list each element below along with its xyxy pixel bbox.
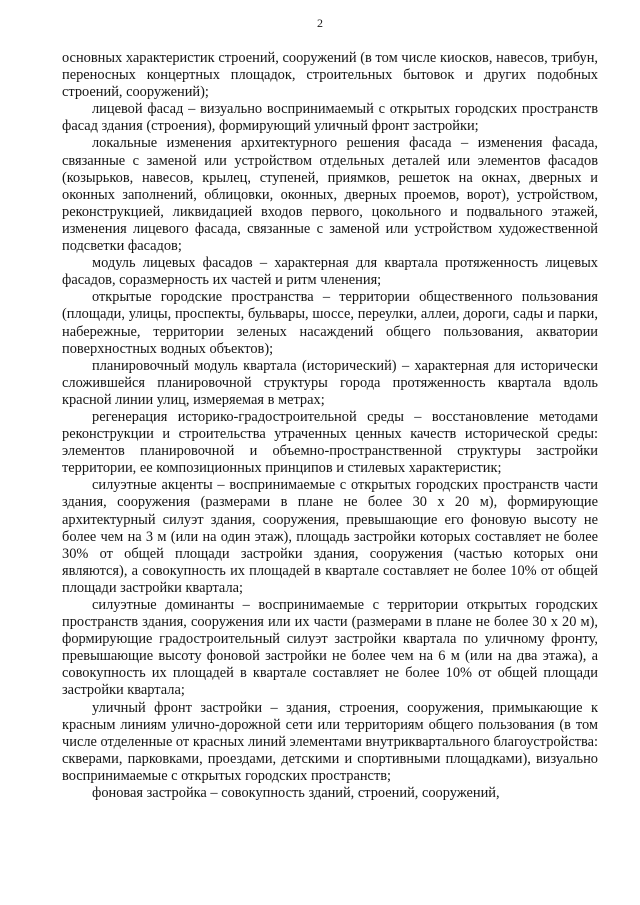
paragraph-continuation: основных характеристик строений, сооружений (в том числе киосков, навесов, трибун, переносных концертных площадок, строительных бытовок и других подобных строений, сооружений);: [62, 50, 598, 101]
document-body: [62, 50, 598, 802]
paragraph-regeneration-definition: регенерация историко-градостроительной среды – восстановление методами реконструкции и строительства утраченных ценных качеств исторической среды: элементов планировочной и объемно-пространственной структуры застройки территории, ее композиционных принципов и стилевых характеристик;: [62, 408, 598, 477]
paragraph-facade-module-definition: модуль лицевых фасадов – характерная для квартала протяженность лицевых фасадов, соразмерность их частей и ритм членения;: [62, 255, 598, 289]
paragraph-facade-definition: лицевой фасад – визуально воспринимаемый с открытых городских пространств фасад здания (строения), формирующий уличный фронт застройки;: [62, 101, 598, 135]
paragraph-street-front-definition: уличный фронт застройки – здания, строения, сооружения, примыкающие к красным линиям улично-дорожной сети или территориям общего пользования (в том числе отделенные от красных линий элементами внутриквартального благоустройства: скверами, парковками, проездами, детскими и спортивными площадками), визуально воспринимаемые с открытых городских пространств;: [62, 699, 598, 784]
paragraph-silhouette-accents-definition: силуэтные акценты – воспринимаемые с открытых городских пространств части здания, сооружения (размерами в плане не более 30 х 20 м), формирующие архитектурный силуэт здания, сооружения, превышающие его фоновую высоту не более чем на 3 м (или на один этаж), площадь застройки которых составляет не более 30% от общей площади застройки здания, сооружения (частью которых они являются), а совокупность их площадей в квартале составляет не более 10% от общей площади застройки квартала;: [62, 477, 598, 596]
paragraph-open-spaces-definition: открытые городские пространства – территории общественного пользования (площади, улицы, проспекты, бульвары, шоссе, переулки, аллеи, дороги, сады и парки, набережные, территории зеленых насаждений общего пользования, акватории поверхностных водных объектов);: [62, 289, 598, 357]
paragraph-background-buildings-definition: фоновая застройка – совокупность зданий, строений, сооружений,: [92, 785, 500, 802]
page-number: 2: [317, 16, 323, 30]
paragraph-silhouette-dominants-definition: силуэтные доминанты – воспринимаемые с территории открытых городских пространств здания, сооружения или их части (размерами в плане не более 30 х 20 м), формирующие градостроительный силуэт застройки квартала по уличному фронту, превышающие высоту фоновой застройки не более чем на 6 м (или на два этажа), а совокупность их площадей в квартале составляет не более 10% от общей площади застройки квартала;: [62, 597, 598, 699]
paragraph-planning-module-definition: планировочный модуль квартала (исторический) – характерная для исторически сложившейся планировочной структуры города протяженность квартала вдоль красной линии улиц, измеряемая в метрах;: [62, 357, 598, 408]
paragraph-local-changes-definition: локальные изменения архитектурного решения фасада – изменения фасада, связанные с заменой или устройством отдельных деталей или элементов фасадов (козырьков, навесов, крылец, ступеней, приямков, решеток на окнах, дверных и оконных заполнений, облицовки, оконных, дверных проемов, ворот), устройством, реконструкцией, ликвидацией входов первого, цокольного и подвального этажей, изменения лицевого фасада, связанные с заменой или устройством художественной подсветки фасадов;: [62, 135, 598, 255]
